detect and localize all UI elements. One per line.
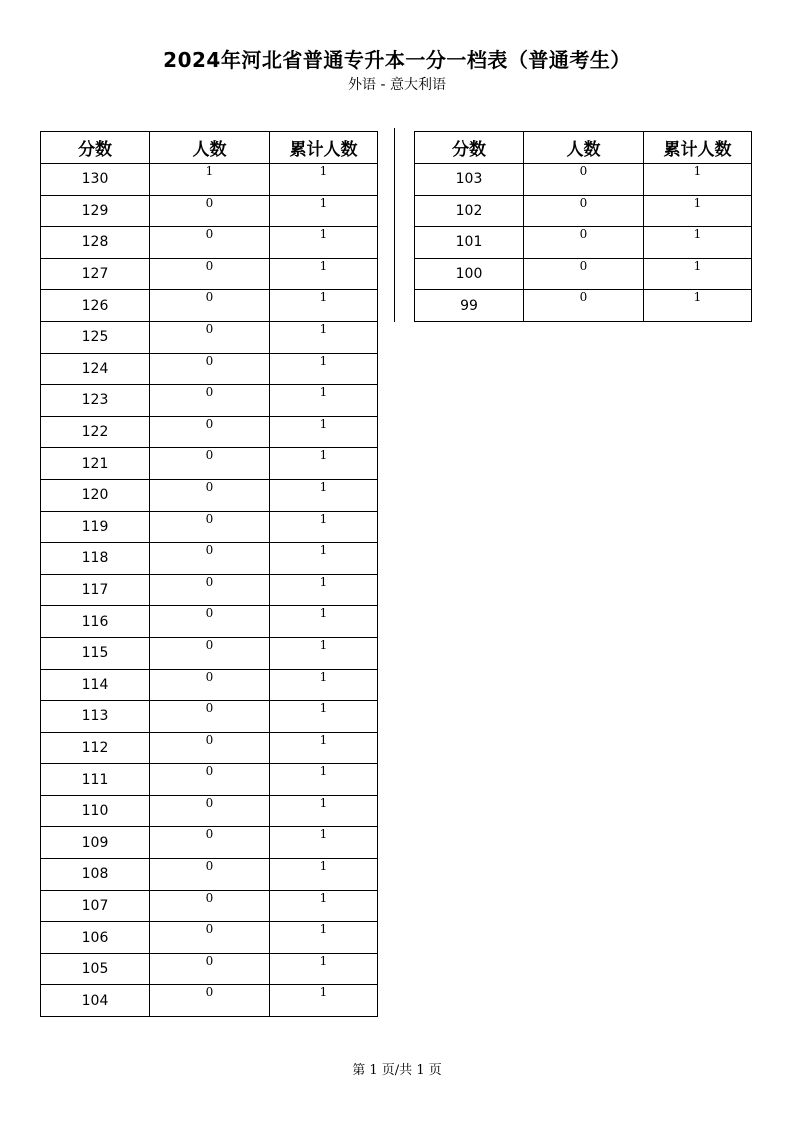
table-header-row: [415, 132, 752, 164]
score-cell: 120: [41, 479, 150, 511]
table-row: [41, 732, 378, 764]
column-divider: [394, 128, 395, 322]
score-cell: 126: [41, 290, 150, 322]
cumulative-cell: 1: [270, 195, 378, 227]
count-cell: 0: [150, 448, 270, 480]
count-cell: 0: [150, 321, 270, 353]
count-cell: 0: [150, 227, 270, 259]
cumulative-cell: 1: [644, 164, 752, 196]
table-row: [41, 511, 378, 543]
score-cell: 107: [41, 890, 150, 922]
cumulative-cell: 1: [270, 922, 378, 954]
count-cell: 0: [524, 164, 644, 196]
count-cell: 0: [150, 922, 270, 954]
table-row: [41, 669, 378, 701]
count-cell: 0: [150, 511, 270, 543]
count-cell: 0: [150, 795, 270, 827]
score-cell: 125: [41, 321, 150, 353]
score-cell: 99: [415, 290, 524, 322]
score-table-right: [414, 131, 752, 322]
cumulative-cell: 1: [644, 227, 752, 259]
score-cell: 117: [41, 574, 150, 606]
cumulative-cell: 1: [270, 258, 378, 290]
cumulative-cell: 1: [270, 890, 378, 922]
score-cell: 109: [41, 827, 150, 859]
cumulative-cell: 1: [270, 227, 378, 259]
score-cell: 127: [41, 258, 150, 290]
header-score: 分数: [415, 132, 524, 164]
cumulative-cell: 1: [270, 385, 378, 417]
score-cell: 114: [41, 669, 150, 701]
count-cell: 0: [524, 227, 644, 259]
table-row: [41, 795, 378, 827]
count-cell: 0: [150, 764, 270, 796]
table-row: [41, 353, 378, 385]
cumulative-cell: 1: [270, 859, 378, 891]
cumulative-cell: 1: [270, 448, 378, 480]
count-cell: 0: [150, 543, 270, 575]
cumulative-cell: 1: [644, 258, 752, 290]
table-row: [41, 416, 378, 448]
count-cell: 0: [150, 827, 270, 859]
cumulative-cell: 1: [270, 290, 378, 322]
count-cell: 1: [150, 164, 270, 196]
cumulative-cell: 1: [270, 827, 378, 859]
table-row: [41, 637, 378, 669]
table-row: [41, 258, 378, 290]
header-count: 人数: [524, 132, 644, 164]
score-cell: 110: [41, 795, 150, 827]
count-cell: 0: [150, 637, 270, 669]
count-cell: 0: [524, 290, 644, 322]
table-row: [41, 985, 378, 1017]
score-cell: 119: [41, 511, 150, 543]
cumulative-cell: 1: [270, 574, 378, 606]
cumulative-cell: 1: [270, 985, 378, 1017]
header-count: 人数: [150, 132, 270, 164]
cumulative-cell: 1: [270, 637, 378, 669]
score-cell: 111: [41, 764, 150, 796]
table-row: [41, 321, 378, 353]
count-cell: 0: [150, 669, 270, 701]
count-cell: 0: [150, 732, 270, 764]
count-cell: 0: [150, 606, 270, 638]
score-cell: 105: [41, 953, 150, 985]
table-row: [415, 227, 752, 259]
score-cell: 101: [415, 227, 524, 259]
score-cell: 124: [41, 353, 150, 385]
table-row: [41, 543, 378, 575]
score-cell: 129: [41, 195, 150, 227]
cumulative-cell: 1: [270, 795, 378, 827]
header-cumulative: 累计人数: [644, 132, 752, 164]
score-cell: 104: [41, 985, 150, 1017]
header-score: 分数: [41, 132, 150, 164]
page-footer: 第 1 页/共 1 页: [352, 1063, 442, 1078]
table-row: [415, 258, 752, 290]
table-row: [41, 195, 378, 227]
table-row: [41, 606, 378, 638]
count-cell: 0: [524, 195, 644, 227]
table-row: [41, 448, 378, 480]
table-row: [41, 953, 378, 985]
count-cell: 0: [150, 385, 270, 417]
cumulative-cell: 1: [270, 669, 378, 701]
cumulative-cell: 1: [270, 732, 378, 764]
table-row: [41, 385, 378, 417]
score-cell: 113: [41, 701, 150, 733]
score-cell: 116: [41, 606, 150, 638]
table-row: [41, 701, 378, 733]
table-row: [41, 290, 378, 322]
table-row: [41, 859, 378, 891]
score-cell: 102: [415, 195, 524, 227]
count-cell: 0: [150, 985, 270, 1017]
count-cell: 0: [150, 890, 270, 922]
cumulative-cell: 1: [270, 764, 378, 796]
page-title: 2024年河北省普通专升本一分一档表（普通考生）: [163, 48, 631, 72]
count-cell: 0: [150, 859, 270, 891]
cumulative-cell: 1: [270, 701, 378, 733]
cumulative-cell: 1: [644, 195, 752, 227]
table-row: [41, 479, 378, 511]
table-row: [41, 890, 378, 922]
score-cell: 128: [41, 227, 150, 259]
header-cumulative: 累计人数: [270, 132, 378, 164]
score-cell: 123: [41, 385, 150, 417]
score-cell: 108: [41, 859, 150, 891]
cumulative-cell: 1: [270, 953, 378, 985]
cumulative-cell: 1: [270, 321, 378, 353]
table-row: [41, 164, 378, 196]
count-cell: 0: [150, 416, 270, 448]
count-cell: 0: [150, 479, 270, 511]
score-table-left: [40, 131, 378, 1017]
table-row: [41, 922, 378, 954]
count-cell: 0: [150, 353, 270, 385]
cumulative-cell: 1: [270, 511, 378, 543]
count-cell: 0: [150, 574, 270, 606]
cumulative-cell: 1: [270, 353, 378, 385]
cumulative-cell: 1: [270, 164, 378, 196]
table-row: [41, 574, 378, 606]
score-cell: 122: [41, 416, 150, 448]
cumulative-cell: 1: [270, 606, 378, 638]
table-row: [415, 164, 752, 196]
score-cell: 103: [415, 164, 524, 196]
score-cell: 106: [41, 922, 150, 954]
cumulative-cell: 1: [270, 543, 378, 575]
score-cell: 118: [41, 543, 150, 575]
score-cell: 112: [41, 732, 150, 764]
cumulative-cell: 1: [644, 290, 752, 322]
table-row: [41, 227, 378, 259]
table-row: [41, 827, 378, 859]
score-cell: 100: [415, 258, 524, 290]
table-row: [415, 290, 752, 322]
score-cell: 115: [41, 637, 150, 669]
cumulative-cell: 1: [270, 479, 378, 511]
count-cell: 0: [150, 953, 270, 985]
score-cell: 130: [41, 164, 150, 196]
page-subtitle: 外语 - 意大利语: [348, 77, 446, 93]
count-cell: 0: [150, 195, 270, 227]
table-row: [41, 764, 378, 796]
score-cell: 121: [41, 448, 150, 480]
count-cell: 0: [150, 290, 270, 322]
table-row: [415, 195, 752, 227]
count-cell: 0: [524, 258, 644, 290]
count-cell: 0: [150, 701, 270, 733]
table-header-row: [41, 132, 378, 164]
cumulative-cell: 1: [270, 416, 378, 448]
count-cell: 0: [150, 258, 270, 290]
